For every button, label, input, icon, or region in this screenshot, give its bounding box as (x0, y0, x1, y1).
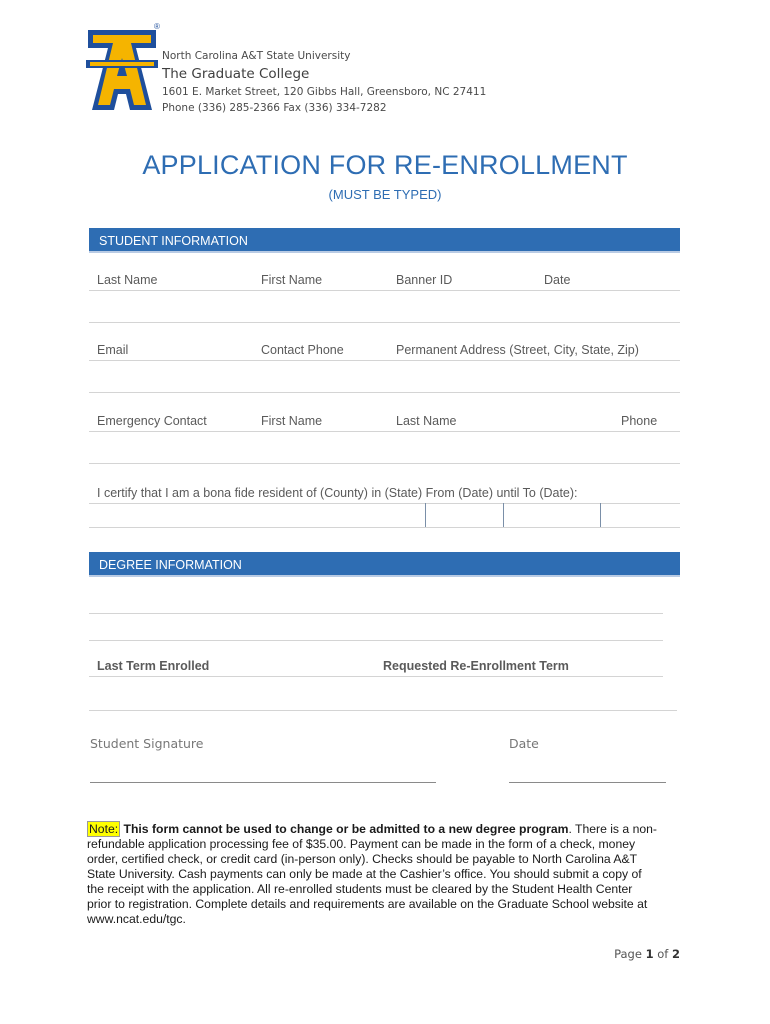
permanent-address-label: Permanent Address (Street, City, State, Zip) (396, 343, 639, 357)
document-title: APPLICATION FOR RE-ENROLLMENT (142, 150, 628, 180)
page-current: 1 (645, 947, 654, 961)
last-name-label: Last Name (97, 273, 158, 287)
requested-term-label: Requested Re-Enrollment Term (383, 659, 569, 673)
banner-id-label: Banner ID (396, 273, 453, 287)
emergency-last-name-label: Last Name (396, 414, 457, 428)
college-address: 1601 E. Market Street, 120 Gibbs Hall, Greensboro, NC 27411 (162, 86, 487, 98)
divider (89, 431, 680, 432)
university-name: North Carolina A&T State University (162, 50, 351, 62)
date-label: Date (544, 273, 571, 287)
college-name: The Graduate College (162, 66, 310, 82)
first-name-label: First Name (261, 273, 323, 287)
note-tag: Note: (89, 822, 119, 836)
student-signature-label: Student Signature (90, 736, 204, 751)
divider (89, 527, 680, 528)
residency-field-separator (600, 503, 601, 527)
registered-mark: ® (154, 22, 160, 31)
page-number (614, 947, 680, 961)
page-total: 2 (671, 947, 680, 961)
signature-date-label: Date (509, 736, 539, 751)
university-logo (82, 22, 162, 118)
divider (89, 360, 680, 361)
residency-certify-label: I certify that I am a bona fide resident of (County) in (State) From (Date) until To (Date): (97, 486, 578, 500)
student-row2-field[interactable] (89, 392, 680, 393)
signature-date-line[interactable] (509, 782, 666, 783)
document-subtitle: (MUST BE TYPED) (328, 187, 442, 202)
divider (89, 676, 663, 677)
degree-field[interactable] (89, 613, 663, 614)
student-information-heading: STUDENT INFORMATION (89, 228, 680, 253)
emergency-phone-label: Phone (621, 414, 658, 428)
residency-field-separator (425, 503, 426, 527)
signature-line[interactable] (90, 782, 436, 783)
student-row1-field[interactable] (89, 322, 680, 323)
degree-field[interactable] (89, 640, 663, 641)
email-label: Email (97, 343, 129, 357)
page-prefix: Page (614, 947, 646, 961)
logo-letters: AT (82, 22, 84, 23)
term-field[interactable] (89, 710, 677, 711)
divider (89, 290, 680, 291)
residency-field-separator (503, 503, 504, 527)
last-term-enrolled-label: Last Term Enrolled (97, 659, 210, 673)
note-text: . There is a non-refundable application processing fee of $35.00. Payment can be made in the form of a check, money order, certified check, or credit card (in-person only). Checks should be payable to North Carolina A&T State University. Cash payments can only be made at the Cashier’s office. You should submit a copy of the receipt with the application. All re-enrolled students must be cleared by the Student Health Center prior to registration. Complete details and requirements are available on the Graduate School website at www.ncat.edu/tgc. (87, 822, 657, 926)
page-of: of (653, 947, 672, 961)
emergency-contact-label: Emergency Contact (97, 414, 207, 428)
contact-phone-label: Contact Phone (261, 343, 344, 357)
student-row3-field[interactable] (89, 463, 680, 464)
college-phone-fax: Phone (336) 285-2366 Fax (336) 334-7282 (162, 102, 387, 114)
degree-information-heading: DEGREE INFORMATION (89, 552, 680, 577)
note-paragraph (87, 822, 659, 927)
emergency-first-name-label: First Name (261, 414, 323, 428)
note-bold-text: This form cannot be used to change or be admitted to a new degree program (123, 822, 569, 836)
divider (89, 503, 680, 504)
